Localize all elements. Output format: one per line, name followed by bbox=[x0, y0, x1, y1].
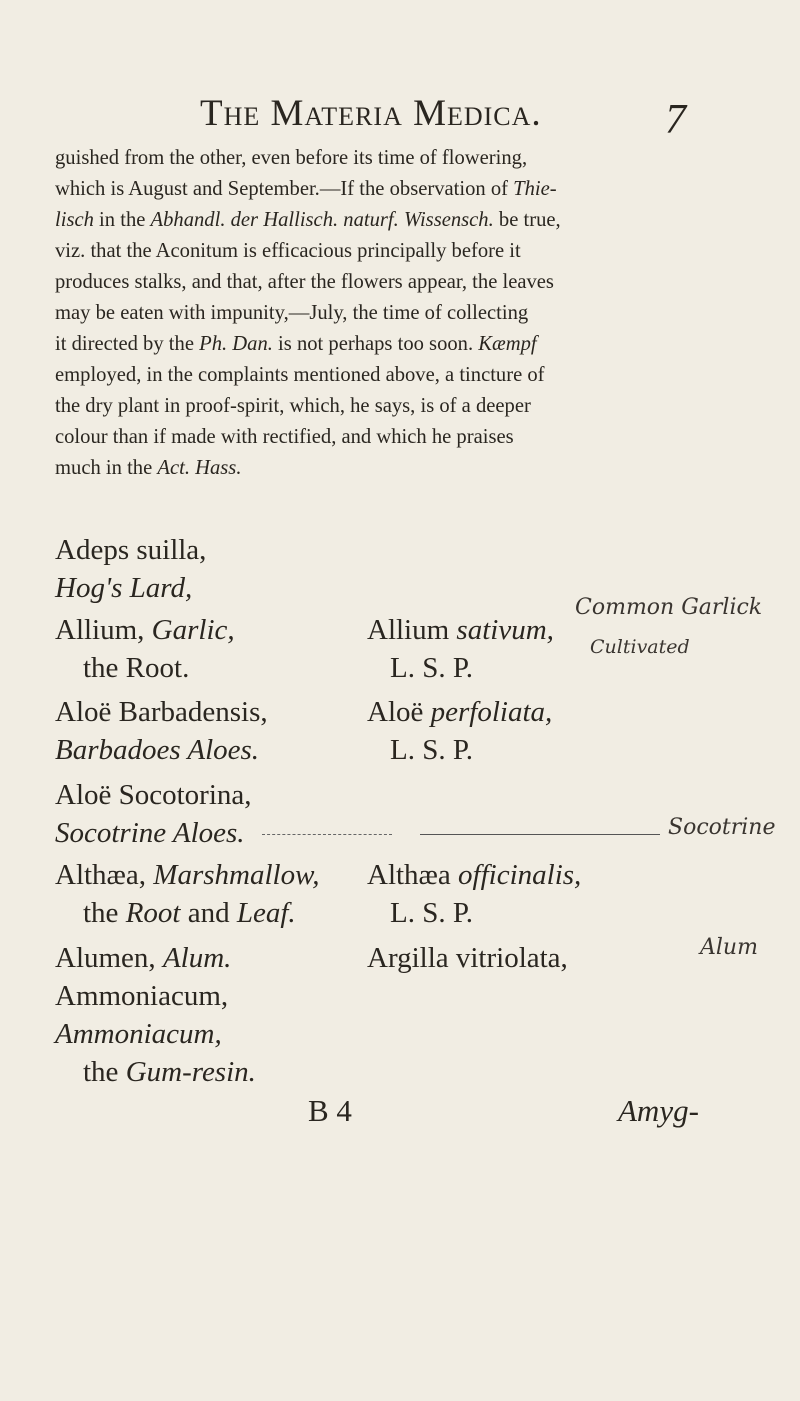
entry-latin-name: Aloë Socotorina, bbox=[55, 779, 252, 811]
new-name-allium: Allium sativum, L. S. P. bbox=[367, 611, 554, 687]
paragraph-line: much in the Act. Hass. bbox=[55, 457, 242, 479]
entry-english-name: Alum. bbox=[162, 942, 232, 974]
entry-english-name: Hog's Lard, bbox=[55, 572, 193, 604]
body-paragraph bbox=[55, 143, 755, 484]
entry-allium bbox=[55, 611, 235, 687]
leader-line bbox=[420, 834, 660, 835]
new-name-alumen: Argilla vitriolata, bbox=[367, 942, 568, 974]
paragraph-line: colour than if made with rectified, and which he praises bbox=[55, 426, 514, 448]
page-number: 7 bbox=[665, 97, 686, 143]
running-head-title: The Materia Medica. bbox=[200, 93, 542, 134]
paragraph-line: produces stalks, and that, after the flowers appear, the leaves bbox=[55, 271, 554, 293]
paragraph-line: the dry plant in proof-spirit, which, he says, is of a deeper bbox=[55, 395, 531, 417]
paragraph-line: which is August and September.—If the observation of Thie- bbox=[55, 178, 557, 200]
paragraph-line: may be eaten with impunity,—July, the time of collecting bbox=[55, 302, 529, 324]
entry-ammoniacum: Ammoniacum, Ammoniacum, the Gum-resin. bbox=[55, 977, 256, 1091]
handwritten-annotation: Alum bbox=[700, 935, 758, 960]
entry-english-name: Marshmallow, bbox=[153, 859, 320, 891]
entry-alumen bbox=[55, 939, 231, 977]
new-name-althaea: Althæa officinalis, L. S. P. bbox=[367, 856, 581, 932]
handwritten-annotation: Cultivated bbox=[590, 636, 690, 658]
entry-english-name: Socotrine Aloes. bbox=[55, 817, 245, 849]
entry-part: the Root. bbox=[83, 652, 190, 684]
paragraph-line: guished from the other, even before its time of flowering, bbox=[55, 147, 528, 169]
pharmacopoeia-mark: L. S. P. bbox=[390, 897, 474, 929]
handwritten-annotation: Common Garlick bbox=[575, 595, 763, 620]
pharmacopoeia-mark: L. S. P. bbox=[390, 734, 474, 766]
paragraph-line: employed, in the complaints mentioned above, a tincture of bbox=[55, 364, 545, 386]
entry-english-name: Ammoniacum, bbox=[55, 1018, 222, 1050]
new-name-aloe: Aloë perfoliata, L. S. P. bbox=[367, 693, 552, 769]
entry-adeps bbox=[55, 531, 206, 607]
leader-line bbox=[262, 834, 392, 835]
paragraph-line: viz. that the Aconitum is efficacious principally before it bbox=[55, 240, 521, 262]
entry-aloe-socotorina bbox=[55, 776, 252, 852]
paragraph-line: it directed by the Ph. Dan. is not perhaps too soon. Kæmpf bbox=[55, 333, 537, 355]
entry-english-name: Garlic, bbox=[151, 614, 235, 646]
entry-latin-name: Allium, bbox=[55, 614, 145, 646]
paragraph-line: lisch in the Abhandl. der Hallisch. naturf. Wissensch. be true, bbox=[55, 209, 561, 231]
handwritten-annotation: Socotrine bbox=[668, 815, 776, 840]
catchword: Amyg- bbox=[618, 1093, 699, 1128]
entry-latin-name: Ammoniacum, bbox=[55, 980, 229, 1012]
signature-mark: B 4 bbox=[308, 1093, 352, 1128]
entry-latin-name: Alumen, bbox=[55, 942, 156, 974]
entry-aloe-barbadensis bbox=[55, 693, 268, 769]
running-head bbox=[200, 92, 620, 135]
entry-latin-name: Althæa, bbox=[55, 859, 147, 891]
entry-latin-name: Adeps suilla, bbox=[55, 534, 207, 566]
entry-althaea: Althæa, Marshmallow, the Root and Leaf. bbox=[55, 859, 320, 929]
pharmacopoeia-mark: L. S. P. bbox=[390, 652, 474, 684]
entry-english-name: Barbadoes Aloes. bbox=[55, 734, 260, 766]
entry-latin-name: Aloë Barbadensis, bbox=[55, 696, 268, 728]
